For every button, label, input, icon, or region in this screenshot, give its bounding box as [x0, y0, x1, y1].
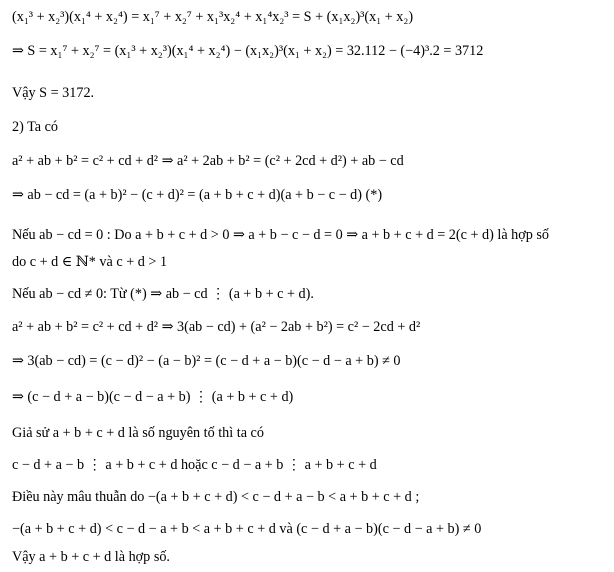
equation-line-4: ⇒ ab − cd = (a + b)² − (c + d)² = (a + b + c + d)(a + b − c − d) (*)	[12, 187, 383, 203]
conclusion-line-2: Vậy a + b + c + d là hợp số.	[12, 549, 170, 565]
equation-line-5: a² + ab + b² = c² + cd + d² ⇒ 3(ab − cd) + (a² − 2ab + b²) = c² − 2cd + d²	[12, 319, 421, 335]
text-line-2: c − d + a − b ⋮ a + b + c + d hoặc c − d − a + b ⋮ a + b + c + d	[12, 457, 377, 473]
case-line-1: Nếu ab − cd = 0 : Do a + b + c + d > 0 ⇒ a + b − c − d = 0 ⇒ a + b + c + d = 2(c + d) là hợp số	[12, 227, 550, 243]
text-line-4: −(a + b + c + d) < c − d − a + b < a + b + c + d và (c − d + a − b)(c − d − a + b) ≠ 0	[12, 521, 482, 537]
equation-line-2: ⇒ S = x₁⁷ + x₂⁷ = (x₁³ + x₂³)(x₁⁴ + x₂⁴) − (x₁x₂)³(x₁ + x₂) = 32.112 − (−4)³.2 = 3712	[12, 43, 484, 59]
equation-line-7: ⇒ (c − d + a − b)(c − d − a + b) ⋮ (a + b + c + d)	[12, 389, 294, 405]
equation-line-3: a² + ab + b² = c² + cd + d² ⇒ a² + 2ab + b² = (c² + 2cd + d²) + ab − cd	[12, 153, 404, 169]
text-line-1: Giả sử a + b + c + d là số nguyên tố thì ta có	[12, 425, 264, 441]
equation-line-1: (x₁³ + x₂³)(x₁⁴ + x₂⁴) = x₁⁷ + x₂⁷ + x₁³x₂⁴ + x₁⁴x₂³ = S + (x₁x₂)³(x₁ + x₂)	[12, 9, 414, 25]
section-heading-2: 2) Ta có	[12, 119, 59, 135]
conclusion-line-1: Vậy S = 3172.	[12, 85, 95, 101]
case-line-3: Nếu ab − cd ≠ 0: Từ (*) ⇒ ab − cd ⋮ (a + b + c + d).	[12, 286, 314, 302]
text-line-3: Điều này mâu thuẫn do −(a + b + c + d) < c − d + a − b < a + b + c + d ;	[12, 489, 420, 505]
equation-line-6: ⇒ 3(ab − cd) = (c − d)² − (a − b)² = (c − d + a − b)(c − d − a + b) ≠ 0	[12, 353, 401, 369]
case-line-2: do c + d ∈ ℕ* và c + d > 1	[12, 254, 168, 270]
